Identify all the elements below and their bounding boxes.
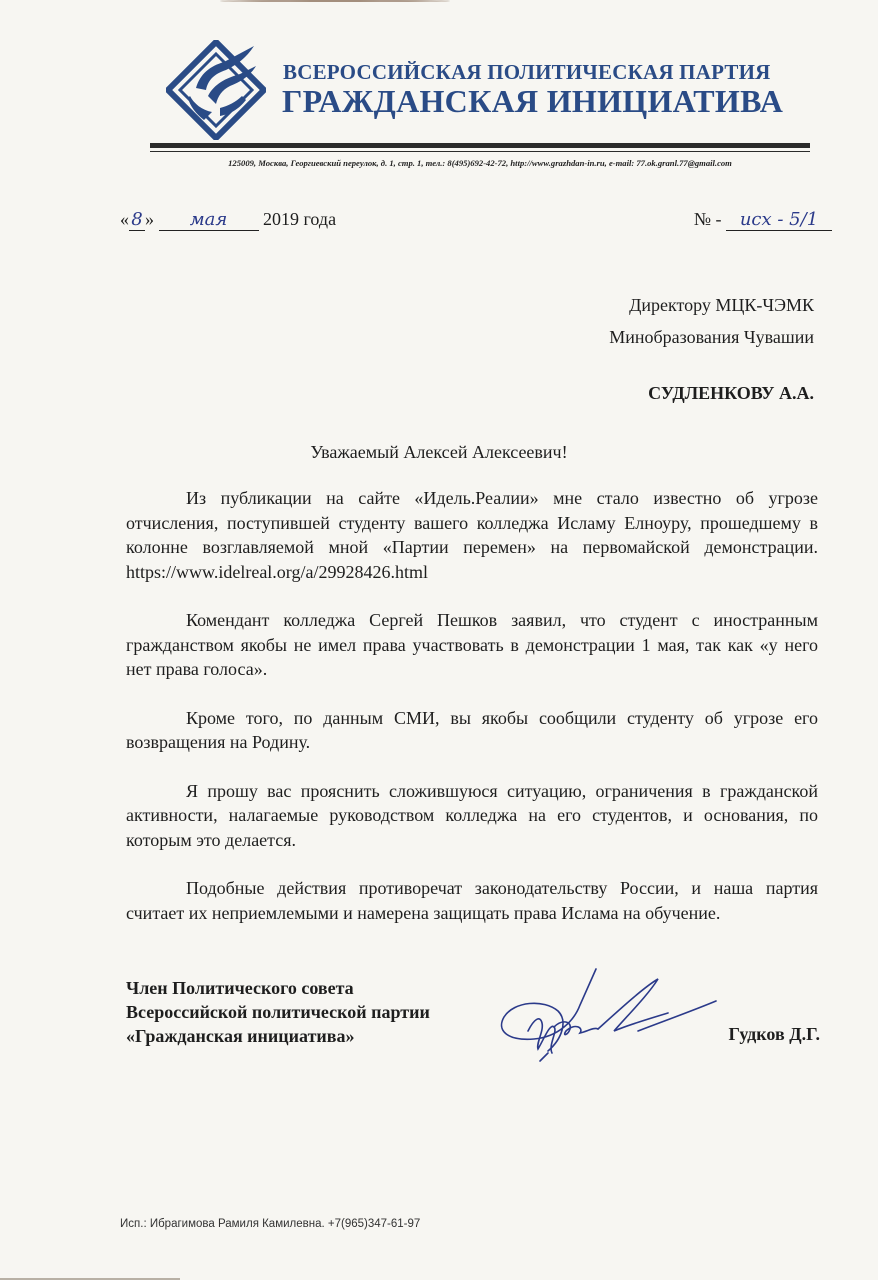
recipient-name: СУДЛЕНКОВУ А.А. — [648, 383, 814, 403]
number-prefix: № - — [693, 209, 722, 229]
recipient-line1: Директору МЦК-ЧЭМК — [629, 295, 814, 315]
recipient-line2: Минобразования Чувашии — [609, 327, 814, 347]
party-name-line1: ВСЕРОССИЙСКАЯ ПОЛИТИЧЕСКАЯ ПАРТИЯ — [283, 60, 771, 84]
party-name-line2: ГРАЖДАНСКАЯ ИНИЦИАТИВА — [282, 83, 784, 119]
letterhead-divider — [150, 143, 810, 148]
executor-contact: Исп.: Ибрагимова Рамиля Камилевна. +7(965)347-61-97 — [120, 1218, 421, 1230]
salutation: Уважаемый Алексей Алексеевич! — [310, 442, 568, 462]
signatory-title — [126, 976, 430, 1048]
recipient-block — [609, 289, 814, 353]
date-day: 8 — [129, 209, 145, 231]
signatory-title-line1: Член Политического совета — [126, 978, 354, 998]
paragraph: Из публикации на сайте «Идель.Реалии» мне стало известно об угрозе отчисления, поступившей студенту вашего колледжа Исламу Елноуру, прошедшему в колонне возглавляемой мной «Партии перемен» на первомайской демонстрации. https://www.idelreal.org/a/29928426.html — [126, 488, 818, 582]
date-open-quote: « — [120, 209, 129, 229]
signatory-name: Гудков Д.Г. — [728, 1024, 820, 1044]
paragraph: Комендант колледжа Сергей Пешков заявил, что студент с иностранным гражданством якобы не имел права участвовать в демонстрации 1 мая, так как «у него нет права голоса». — [126, 610, 818, 679]
handwritten-signature — [488, 965, 718, 1065]
letterhead-address: 125009, Москва, Георгиевский переулок, д. 1, стр. 1, тел.: 8(495)692-42-72, http://www.grazhdan-in.ru, e-mail: 77.ok.granl.77@gmail.com — [228, 158, 732, 168]
signatory-title-line3: «Гражданская инициатива» — [126, 1026, 355, 1046]
letterhead-divider-thin — [150, 151, 810, 152]
signatory-title-line2: Всероссийской политической партии — [126, 1002, 430, 1022]
letter-body — [126, 486, 818, 949]
date-close-quote: » — [145, 209, 154, 229]
letter-date — [120, 209, 336, 231]
paragraph: Я прошу вас прояснить сложившуюся ситуацию, ограничения в гражданской активности, налагаемые руководством колледжа на его студентов, и основания, по которым это делается. — [126, 780, 818, 850]
date-year: 2019 года — [263, 209, 337, 229]
number-value: исх - 5/1 — [726, 209, 832, 231]
paragraph: Кроме того, по данным СМИ, вы якобы сообщили студенту об угрозе его возвращения на Родину. — [126, 707, 818, 752]
paper-edge-shadow — [220, 0, 450, 2]
letter-number — [694, 209, 832, 231]
date-month: мая — [159, 209, 259, 231]
party-logo-icon — [166, 40, 266, 140]
paragraph: Подобные действия противоречат законодательству России, и наша партия считает их неприемлемыми и намерена защищать права Ислама на обучение. — [126, 878, 818, 923]
